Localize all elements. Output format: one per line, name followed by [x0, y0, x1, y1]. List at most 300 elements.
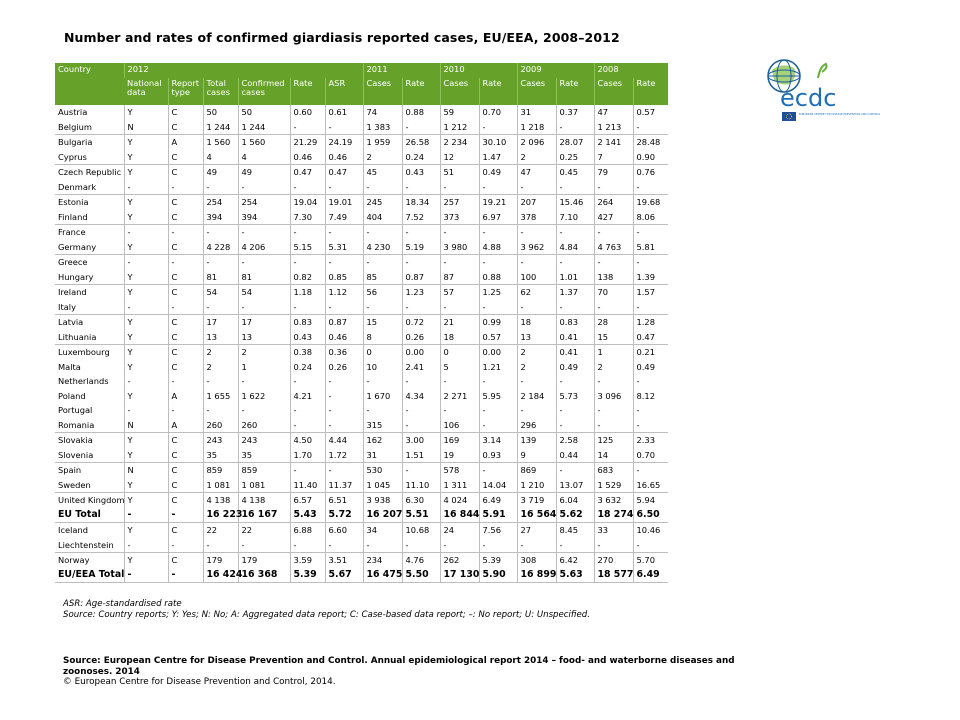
value-cell: C [168, 345, 203, 360]
country-cell: Malta [58, 361, 81, 372]
value-cell: 0 [440, 345, 479, 360]
ecdc-logo-graphic [760, 58, 881, 126]
table-row [55, 105, 668, 120]
value-cell: - [402, 300, 440, 315]
value-cell: - [402, 463, 440, 478]
value-cell: 869 [517, 463, 556, 478]
value-cell: 5.73 [556, 389, 594, 404]
value-cell: 15 [363, 315, 402, 330]
value-cell: 1 212 [440, 120, 479, 135]
value-cell: - [556, 255, 594, 270]
value-cell: 18 274 [594, 508, 633, 523]
value-cell: 1.57 [633, 285, 668, 300]
header-sub-rate: Rate [290, 78, 325, 105]
value-cell: 1.01 [556, 270, 594, 285]
country-cell: Slovenia [55, 448, 124, 463]
value-cell: - [556, 463, 594, 478]
source-note: Source: Country reports; Y: Yes; N: No; A: Aggregated data report; C: Case-based data report; –: No report; U: Unspecified. [63, 610, 590, 620]
value-cell: C [168, 360, 203, 375]
table-row [55, 448, 668, 463]
value-cell: 54 [203, 285, 238, 300]
value-cell: 1.72 [325, 448, 363, 463]
value-cell: 16 424 [203, 568, 238, 583]
value-cell: - [290, 225, 325, 240]
value-cell: 0.90 [633, 150, 668, 165]
value-cell: 6.04 [556, 493, 594, 508]
value-cell: - [479, 255, 517, 270]
value-cell: 262 [440, 553, 479, 568]
value-cell: 13 [203, 330, 238, 345]
value-cell: - [517, 300, 556, 315]
value-cell: 394 [203, 210, 238, 225]
value-cell: 0.41 [556, 330, 594, 345]
table-row [55, 403, 668, 418]
logo-text: ecdc [780, 84, 837, 112]
value-cell: 35 [238, 448, 290, 463]
value-cell: C [168, 448, 203, 463]
value-cell: 49 [203, 165, 238, 180]
value-cell: - [363, 180, 402, 195]
value-cell: 4.84 [556, 240, 594, 255]
value-cell: C [168, 240, 203, 255]
table-row [55, 285, 668, 300]
value-cell: - [290, 463, 325, 478]
value-cell: 404 [363, 210, 402, 225]
value-cell: 373 [440, 210, 479, 225]
value-cell: - [203, 255, 238, 270]
value-cell: 30.10 [479, 135, 517, 150]
value-cell: Y [124, 165, 168, 180]
value-cell: Y [124, 195, 168, 210]
country-cell: Germany [55, 240, 124, 255]
value-cell: 0.60 [290, 105, 325, 120]
table-body [55, 105, 668, 583]
value-cell: 0.70 [633, 448, 668, 463]
table-row [55, 255, 668, 270]
value-cell: 1 670 [363, 389, 402, 404]
value-cell: 5.15 [290, 240, 325, 255]
value-cell: 4 228 [203, 240, 238, 255]
value-cell: 4 206 [238, 240, 290, 255]
value-cell: 6.51 [325, 493, 363, 508]
value-cell: 3 096 [594, 389, 633, 404]
value-cell: - [238, 538, 290, 553]
country-cell: Austria [58, 107, 88, 117]
country-cell: EU/EEA Total [55, 568, 124, 583]
value-cell: 4 138 [238, 493, 290, 508]
value-cell: 179 [238, 553, 290, 568]
value-cell: 0.76 [633, 165, 668, 180]
value-cell: - [440, 180, 479, 195]
value-cell: - [594, 225, 633, 240]
value-cell: 2 184 [517, 389, 556, 404]
value-cell: 18 577 [594, 568, 633, 583]
value-cell: - [325, 374, 363, 389]
value-cell: 19.01 [325, 195, 363, 210]
country-cell: France [58, 227, 86, 237]
value-cell: 4 [203, 150, 238, 165]
value-cell: 57 [440, 285, 479, 300]
value-cell: C [168, 150, 203, 165]
value-cell: 1.37 [556, 285, 594, 300]
value-cell: 0.85 [325, 270, 363, 285]
value-cell: - [479, 538, 517, 553]
value-cell: 8.45 [556, 523, 594, 538]
value-cell: 0.99 [479, 315, 517, 330]
value-cell: Y [124, 315, 168, 330]
country-cell: Latvia [58, 317, 84, 327]
value-cell: 3.51 [325, 553, 363, 568]
value-cell: - [325, 403, 363, 418]
value-cell: 138 [594, 270, 633, 285]
value-cell: - [203, 374, 238, 389]
value-cell: C [168, 195, 203, 210]
value-cell: 19.21 [479, 195, 517, 210]
value-cell: - [633, 538, 668, 553]
value-cell: - [440, 374, 479, 389]
value-cell: 308 [517, 553, 556, 568]
header-row-columns [55, 78, 668, 105]
value-cell: - [238, 300, 290, 315]
value-cell: Y [124, 553, 168, 568]
value-cell: 2 [203, 360, 238, 375]
value-cell: 245 [363, 195, 402, 210]
value-cell: 79 [594, 165, 633, 180]
value-cell: 1.70 [290, 448, 325, 463]
value-cell: 1 622 [238, 389, 290, 404]
value-cell: 2.58 [556, 433, 594, 448]
value-cell: 1 [238, 360, 290, 375]
value-cell: A [168, 389, 203, 404]
value-cell: 5 [440, 360, 479, 375]
value-cell: - [633, 300, 668, 315]
table-row [55, 120, 668, 135]
value-cell: - [440, 300, 479, 315]
value-cell: A [168, 418, 203, 433]
source-citation: Source: European Centre for Disease Prevention and Control. Annual epidemiological report 2014 – food- and waterborne diseases and zoonoses. 2014 [63, 656, 735, 677]
value-cell: 81 [203, 270, 238, 285]
value-cell: - [440, 225, 479, 240]
value-cell: Y [124, 360, 168, 375]
value-cell: - [402, 374, 440, 389]
value-cell: 28.48 [633, 135, 668, 150]
value-cell: 21 [440, 315, 479, 330]
value-cell: 7.10 [556, 210, 594, 225]
value-cell: 4 763 [594, 240, 633, 255]
value-cell: - [556, 538, 594, 553]
value-cell: 17 [238, 315, 290, 330]
value-cell: 21.29 [290, 135, 325, 150]
value-cell: - [238, 180, 290, 195]
value-cell: 5.94 [633, 493, 668, 508]
value-cell: 1 [594, 345, 633, 360]
value-cell: 0.70 [479, 105, 517, 120]
value-cell: - [290, 180, 325, 195]
value-cell: 28 [594, 315, 633, 330]
table-row [55, 195, 668, 210]
value-cell: - [479, 300, 517, 315]
value-cell: 6.57 [290, 493, 325, 508]
value-cell: C [168, 433, 203, 448]
value-cell: 70 [594, 285, 633, 300]
table-row [55, 180, 668, 195]
table-row [55, 418, 668, 433]
value-cell: 257 [440, 195, 479, 210]
header-sub-confirmed-cases: Confirmed cases [238, 78, 290, 105]
country-cell: Iceland [58, 525, 89, 535]
value-cell: 3.59 [290, 553, 325, 568]
value-cell: Y [124, 433, 168, 448]
value-cell: - [479, 418, 517, 433]
value-cell: 54 [238, 285, 290, 300]
country-cell: Hungary [55, 270, 124, 285]
value-cell: 6.60 [325, 523, 363, 538]
value-cell: C [168, 165, 203, 180]
country-cell: Portugal [58, 405, 93, 415]
value-cell: N [124, 463, 168, 478]
value-cell: 10.46 [633, 523, 668, 538]
header-sub-cases: Cases [363, 78, 402, 105]
value-cell: 207 [517, 195, 556, 210]
value-cell: - [290, 374, 325, 389]
country-cell: United Kingdom [58, 495, 125, 505]
table-row [55, 538, 668, 553]
value-cell: C [168, 120, 203, 135]
value-cell: - [479, 180, 517, 195]
value-cell: 683 [594, 463, 633, 478]
value-cell: 3 938 [363, 493, 402, 508]
value-cell: - [168, 568, 203, 583]
value-cell: 56 [363, 285, 402, 300]
value-cell: 0.49 [633, 360, 668, 375]
value-cell: - [556, 418, 594, 433]
value-cell: 5.72 [325, 508, 363, 523]
value-cell: - [238, 225, 290, 240]
value-cell: - [479, 403, 517, 418]
header-sub-rate: Rate [556, 78, 594, 105]
value-cell: 8.06 [633, 210, 668, 225]
value-cell: 17 130 [440, 568, 479, 583]
value-cell: C [168, 493, 203, 508]
header-sub-rate: Rate [633, 78, 668, 105]
value-cell: C [168, 478, 203, 493]
header-2011: 2011 [363, 63, 440, 78]
value-cell: - [594, 403, 633, 418]
value-cell: 10 [363, 360, 402, 375]
table-row [55, 360, 668, 375]
value-cell: 1.28 [633, 315, 668, 330]
value-cell: 22 [238, 523, 290, 538]
value-cell: - [325, 389, 363, 404]
value-cell: 5.90 [479, 568, 517, 583]
header-sub-cases: Cases [440, 78, 479, 105]
value-cell: Y [124, 105, 168, 120]
value-cell: - [124, 300, 168, 315]
header-country: Country [55, 63, 124, 105]
value-cell: - [594, 180, 633, 195]
value-cell: C [168, 270, 203, 285]
value-cell: 0.87 [325, 315, 363, 330]
header-2008: 2008 [594, 63, 668, 78]
value-cell: 2 [517, 150, 556, 165]
value-cell: - [517, 538, 556, 553]
value-cell: Y [124, 345, 168, 360]
value-cell: 7.52 [402, 210, 440, 225]
value-cell: - [556, 120, 594, 135]
value-cell: 0.44 [556, 448, 594, 463]
value-cell: 5.70 [633, 553, 668, 568]
value-cell: 14.04 [479, 478, 517, 493]
value-cell: Y [124, 330, 168, 345]
table-row [55, 374, 668, 389]
value-cell: 5.51 [402, 508, 440, 523]
value-cell: 1 311 [440, 478, 479, 493]
value-cell: - [124, 225, 168, 240]
value-cell: - [517, 255, 556, 270]
value-cell: 27 [517, 523, 556, 538]
value-cell: - [402, 403, 440, 418]
value-cell: 26.58 [402, 135, 440, 150]
value-cell: 1.25 [479, 285, 517, 300]
value-cell: 2 141 [594, 135, 633, 150]
value-cell: - [168, 508, 203, 523]
value-cell: 0.82 [290, 270, 325, 285]
value-cell: 0.26 [402, 330, 440, 345]
value-cell: 0.43 [290, 330, 325, 345]
value-cell: - [325, 418, 363, 433]
value-cell: - [290, 538, 325, 553]
value-cell: - [290, 255, 325, 270]
value-cell: - [238, 374, 290, 389]
value-cell: C [168, 523, 203, 538]
value-cell: A [168, 135, 203, 150]
value-cell: - [594, 300, 633, 315]
value-cell: 234 [363, 553, 402, 568]
value-cell: Y [124, 135, 168, 150]
value-cell: - [556, 180, 594, 195]
value-cell: 0.46 [325, 330, 363, 345]
value-cell: - [325, 255, 363, 270]
value-cell: 5.50 [402, 568, 440, 583]
value-cell: 50 [238, 105, 290, 120]
value-cell: 50 [203, 105, 238, 120]
value-cell: 34 [363, 523, 402, 538]
value-cell: 264 [594, 195, 633, 210]
value-cell: - [556, 225, 594, 240]
table-row [55, 345, 668, 360]
value-cell: - [124, 568, 168, 583]
value-cell: 5.43 [290, 508, 325, 523]
value-cell: 0.24 [402, 150, 440, 165]
value-cell: 6.50 [633, 508, 668, 523]
value-cell: - [594, 538, 633, 553]
table-row [55, 225, 668, 240]
value-cell: 0.47 [325, 165, 363, 180]
value-cell: 578 [440, 463, 479, 478]
value-cell: 11.37 [325, 478, 363, 493]
table-row [55, 389, 668, 404]
value-cell: 5.62 [556, 508, 594, 523]
value-cell: - [325, 120, 363, 135]
value-cell: 1 218 [517, 120, 556, 135]
value-cell: 47 [594, 105, 633, 120]
value-cell: 125 [594, 433, 633, 448]
value-cell: 16 844 [440, 508, 479, 523]
value-cell: - [325, 538, 363, 553]
value-cell: - [517, 225, 556, 240]
value-cell: 85 [363, 270, 402, 285]
value-cell: 530 [363, 463, 402, 478]
value-cell: 31 [363, 448, 402, 463]
value-cell: 1 210 [517, 478, 556, 493]
value-cell: - [168, 225, 203, 240]
value-cell: 4.50 [290, 433, 325, 448]
value-cell: 6.88 [290, 523, 325, 538]
value-cell: 1 081 [238, 478, 290, 493]
giardiasis-table [55, 63, 668, 583]
value-cell: 2 [238, 345, 290, 360]
value-cell: 74 [363, 105, 402, 120]
header-row-years [55, 63, 668, 78]
value-cell: 0.26 [325, 360, 363, 375]
value-cell: 4 024 [440, 493, 479, 508]
country-cell: Norway [58, 555, 90, 565]
country-cell: Italy [55, 300, 124, 315]
value-cell: 0.57 [633, 105, 668, 120]
value-cell: - [238, 403, 290, 418]
value-cell: 0.72 [402, 315, 440, 330]
value-cell: 3.00 [402, 433, 440, 448]
table-notes [63, 599, 590, 621]
value-cell: 0.83 [556, 315, 594, 330]
value-cell: 0.38 [290, 345, 325, 360]
country-cell: Lithuania [55, 330, 124, 345]
value-cell: 7 [594, 150, 633, 165]
value-cell: 1 213 [594, 120, 633, 135]
value-cell: 1.47 [479, 150, 517, 165]
value-cell: - [440, 255, 479, 270]
value-cell: 5.19 [402, 240, 440, 255]
table-row [55, 270, 668, 285]
value-cell: 3 632 [594, 493, 633, 508]
table-row [55, 553, 668, 568]
value-cell: Y [124, 285, 168, 300]
value-cell: 18 [440, 330, 479, 345]
country-cell: Finland [55, 210, 124, 225]
value-cell: 31 [517, 105, 556, 120]
value-cell: 2 [203, 345, 238, 360]
value-cell: 49 [238, 165, 290, 180]
value-cell: - [479, 120, 517, 135]
value-cell: 51 [440, 165, 479, 180]
value-cell: 28.07 [556, 135, 594, 150]
value-cell: - [203, 403, 238, 418]
value-cell: Y [124, 448, 168, 463]
value-cell: - [633, 374, 668, 389]
country-cell: Belgium [55, 120, 124, 135]
value-cell: 87 [440, 270, 479, 285]
value-cell: 270 [594, 553, 633, 568]
value-cell: 5.63 [556, 568, 594, 583]
value-cell: Y [124, 493, 168, 508]
value-cell: 2 [517, 345, 556, 360]
value-cell: - [440, 538, 479, 553]
value-cell: 1.51 [402, 448, 440, 463]
value-cell: - [124, 374, 168, 389]
header-sub-cases: Cases [517, 78, 556, 105]
value-cell: Y [124, 210, 168, 225]
value-cell: - [290, 403, 325, 418]
